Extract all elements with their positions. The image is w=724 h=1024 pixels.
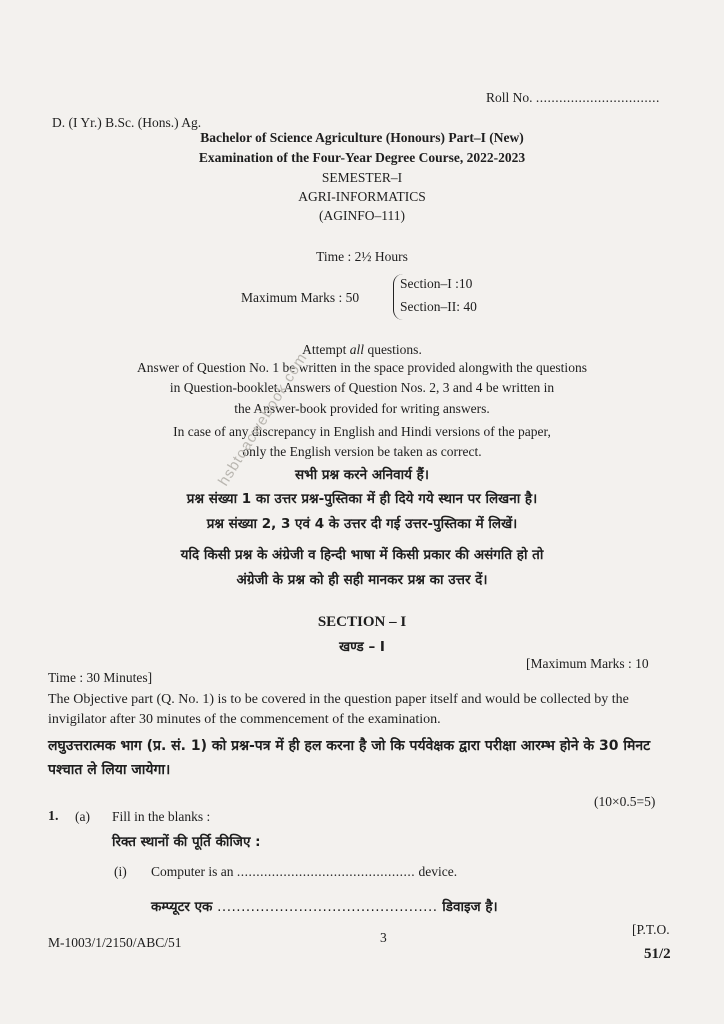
max-marks-label: Maximum Marks : 50 [241,290,360,305]
subject-code: (AGINFO–111) [319,208,405,223]
footer-ref: 51/2 [644,946,671,962]
hindi-instruction-2: प्रश्न संख्या 1 का उत्तर प्रश्न-पुस्तिका में ही दिये गये स्थान पर लिखना है। [186,491,538,507]
section-title: SECTION – I [317,614,407,630]
instruction-line-4: In case of any discrepancy in English and Hindi versions of the paper, [173,424,551,439]
instruction-line-5: only the English version be taken as correct. [242,444,482,459]
hindi-instruction-4: यदि किसी प्रश्न के अंग्रेजी व हिन्दी भाषा में किसी प्रकार की असंगति हो तो [180,547,544,563]
roll-no-label: Roll No. [486,90,533,105]
section-time: Time : 30 Minutes] [48,670,153,685]
item-suffix: device. [418,864,458,879]
hindi-instruction-5: अंग्रेजी के प्रश्न को ही सही मानकर प्रश्न का उत्तर दें। [236,572,488,588]
item-text-hi [151,897,498,915]
roll-no [486,90,660,106]
item-hi-suffix: डिवाइज है। [442,899,498,915]
item-hi-blank: .............................................. [217,899,438,915]
item-hi-prefix: कम्प्यूटर एक [151,899,213,915]
question-marks: (10×0.5=5) [594,794,656,809]
footer-page-number: 3 [380,930,387,945]
item-text [151,864,457,880]
title-line-2: Examination of the Four-Year Degree Course, 2022-2023 [198,150,526,165]
question-part-label: Fill in the blanks : [112,809,211,824]
question-part-label-hi: रिक्त स्थानों की पूर्ति कीजिए : [112,834,261,850]
instruction-line-2: in Question-booklet. Answers of Question Nos. 2, 3 and 4 be written in [169,380,555,395]
section-title-hindi: खण्ड – I [339,639,385,655]
semester: SEMESTER–I [321,170,403,185]
title-line-1: Bachelor of Science Agriculture (Honours) Part–I (New) [200,130,524,145]
hindi-instruction-3: प्रश्न संख्या 2, 3 एवं 4 के उत्तर दी गई उत्तर-पुस्तिका में लिखें। [206,516,518,532]
item-prefix: Computer is an [151,864,234,879]
objective-note-hi: लघुउत्तरात्मक भाग (प्र. सं. 1) को प्रश्न-पत्र में ही हल करना है जो कि पर्यवेक्षक द्वारा परीक्षा आरम्भ होने के 30 मिनट पश्चात ले लिया जायेगा। [48,738,651,778]
instruction-line-1: Answer of Question No. 1 be written in the space provided alongwith the questions [137,360,587,375]
footer-code: M-1003/1/2150/ABC/51 [48,935,182,950]
section-max-marks: [Maximum Marks : 10 [526,656,649,671]
section1-marks: Section–I :10 [400,276,473,291]
subject: AGRI-INFORMATICS [298,189,426,204]
question-part: (a) [75,809,90,824]
watermark: hsbtoacwebook.com [215,349,311,490]
objective-note-en: The Objective part (Q. No. 1) is to be covered in the question paper itself and would be collected by the invigilator after 30 minutes of the commencement of the examination. [48,692,629,727]
question-number: 1. [48,809,59,824]
instruction-line-3: the Answer-book provided for writing answers. [234,401,490,416]
item-number: (i) [114,864,127,879]
course-code-line: D. (I Yr.) B.Sc. (Hons.) Ag. [52,115,202,130]
attempt-all: Attempt all questions. [302,342,422,357]
item-blank: .............................................. [236,864,416,879]
footer-pto: [P.T.O. [632,922,670,937]
time: Time : 2½ Hours [316,249,408,264]
hindi-instruction-1: सभी प्रश्न करने अनिवार्य हैं। [295,467,429,483]
roll-no-blank: ................................ [535,90,660,105]
section2-marks: Section–II: 40 [400,299,477,314]
